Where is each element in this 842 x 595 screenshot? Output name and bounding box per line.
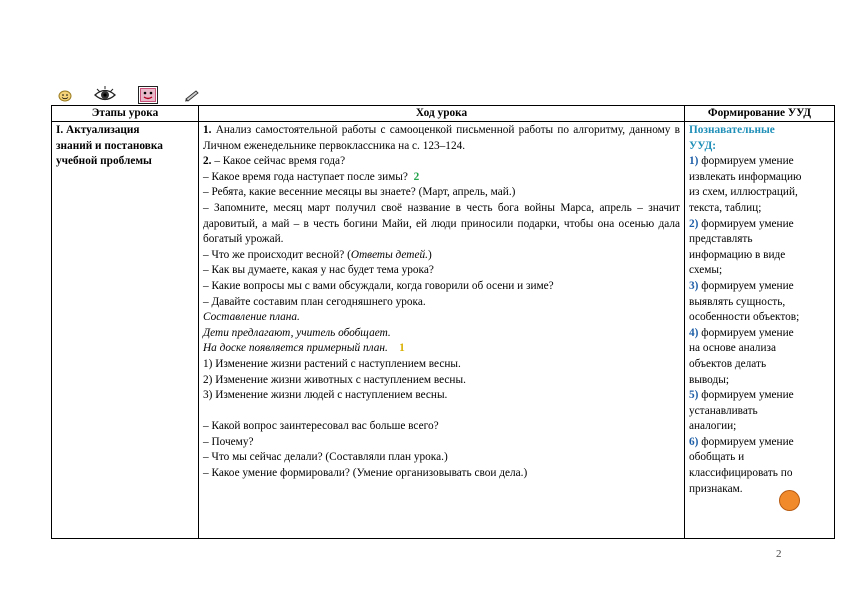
uud-item-line: [689, 232, 830, 248]
uud-item-line: [689, 388, 830, 404]
uud-item-line: [689, 326, 830, 342]
toolbar-icons: [58, 86, 208, 106]
progress-line: [203, 248, 680, 264]
uud-item-line: [689, 170, 830, 186]
header-stages: Этапы урока: [52, 106, 199, 122]
stage-line: знаний и постановка: [56, 139, 163, 152]
uud-item-number: 4): [689, 326, 699, 339]
progress-paragraph-1: [203, 123, 680, 154]
progress-line: – Ребята, какие весенние месяцы вы знаете? (Март, апрель, май.): [203, 186, 516, 199]
uud-item-text: представлять: [689, 233, 753, 246]
header-uud: Формирование УУД: [685, 106, 835, 122]
progress-cell: [199, 122, 685, 539]
uud-item-line: [689, 154, 830, 170]
uud-item-text: из схем, иллюстраций,: [689, 186, 798, 199]
progress-line: – Почему?: [203, 435, 254, 448]
progress-line: [203, 341, 680, 357]
uud-item-text: устанавливать: [689, 404, 758, 417]
blank-line: [203, 404, 680, 420]
uud-item-line: [689, 263, 830, 279]
stage-line: учебной проблемы: [56, 155, 152, 168]
uud-item-line: [689, 217, 830, 233]
uud-item-text: выявлять сущность,: [689, 295, 786, 308]
uud-item-line: [689, 357, 830, 373]
smiley-icon: [58, 90, 72, 102]
instruction-text: На доске появляется примерный план.: [203, 342, 388, 355]
answer-italic: Ответы детей.: [350, 248, 428, 261]
uud-item-text: извлекать информацию: [689, 170, 802, 183]
uud-item-line: [689, 185, 830, 201]
uud-item-text: выводы;: [689, 373, 729, 386]
uud-item-line: [689, 435, 830, 451]
question-text: ): [427, 248, 432, 261]
plan-item: 2) Изменение жизни животных с наступлением весны.: [203, 373, 466, 386]
uud-item-text: формируем умение: [701, 435, 794, 448]
uud-item-number: 1): [689, 155, 699, 168]
face-card-icon: [138, 86, 158, 104]
progress-line: – Какой вопрос заинтересовал вас больше всего?: [203, 420, 439, 433]
stage-cell: [52, 122, 199, 539]
progress-line: [203, 170, 680, 186]
orange-circle-icon: [779, 490, 800, 511]
eye-icon: [94, 86, 116, 104]
uud-item-line: [689, 466, 830, 482]
uud-item-line: [689, 310, 830, 326]
uud-title: Познавательные: [689, 124, 775, 136]
header-progress: Ход урока: [199, 106, 685, 122]
progress-paragraph: – Запомните, месяц март получил своё название в честь бога войны Марса, апрель – значит даровитый, а май – в честь богини Майи, ей люди приносили подарки, чтобы она осенью дала богатый урожай.: [203, 201, 680, 246]
instruction-line: Дети предлагают, учитель обобщает.: [203, 326, 391, 339]
uud-item-line: [689, 295, 830, 311]
uud-item-line: [689, 201, 830, 217]
uud-item-text: информацию в виде: [689, 248, 786, 261]
uud-item-line: [689, 248, 830, 264]
uud-item-line: [689, 450, 830, 466]
progress-line: – Какие вопросы мы с вами обсуждали, когда говорили об осени и зиме?: [203, 279, 554, 292]
uud-item-text: формируем умение: [701, 279, 794, 292]
uud-item-line: [689, 279, 830, 295]
uud-item-text: признакам.: [689, 482, 743, 495]
uud-item-text: формируем умение: [701, 155, 794, 168]
question-text: – Что же происходит весной? (: [203, 248, 351, 261]
step-number: 2.: [203, 155, 212, 168]
question-text: – Какое время года наступает после зимы?: [203, 170, 408, 183]
uud-item-text: на основе анализа: [689, 342, 776, 355]
uud-item-line: [689, 419, 830, 435]
progress-line: [203, 154, 680, 170]
uud-item-text: текста, таблиц;: [689, 201, 762, 214]
uud-item-number: 3): [689, 279, 699, 292]
step-text: – Какое сейчас время года?: [214, 155, 346, 168]
uud-item-number: 6): [689, 435, 699, 448]
step-text: Анализ самостоятельной работы с самооценкой письменной работы по алгоритму, данному в Личном еженедельнике первоклассника на с. 123–124.: [203, 124, 681, 152]
table-row: [52, 122, 835, 539]
uud-item-number: 2): [689, 217, 699, 230]
progress-line: – Что мы сейчас делали? (Составляли план урока.): [203, 451, 448, 464]
uud-item-text: аналогии;: [689, 420, 737, 433]
uud-item-text: классифицировать по: [689, 467, 793, 480]
lesson-table: [51, 105, 835, 539]
uud-cell: [685, 122, 835, 539]
step-number: 1.: [203, 124, 212, 136]
page-number: 2: [776, 548, 782, 560]
uud-item-text: схемы;: [689, 264, 723, 277]
uud-item-line: [689, 341, 830, 357]
uud-item-number: 5): [689, 389, 699, 402]
uud-title: УУД:: [689, 139, 716, 152]
uud-item-text: особенности объектов;: [689, 311, 800, 324]
progress-line: – Давайте составим план сегодняшнего урока.: [203, 295, 426, 308]
marker-yellow: 1: [399, 342, 405, 355]
uud-item-text: формируем умение: [701, 326, 794, 339]
marker-green: 2: [413, 170, 420, 183]
uud-item-text: формируем умение: [701, 217, 794, 230]
progress-line: – Как вы думаете, какая у нас будет тема урока?: [203, 264, 434, 277]
plan-item: 1) Изменение жизни растений с наступлением весны.: [203, 357, 461, 370]
plan-item: 3) Изменение жизни людей с наступлением весны.: [203, 389, 448, 402]
uud-item-text: обобщать и: [689, 451, 745, 464]
pen-icon: [184, 88, 200, 102]
uud-item-text: формируем умение: [701, 389, 794, 402]
uud-item-line: [689, 404, 830, 420]
table-header-row: [52, 106, 835, 122]
instruction-line: Составление плана.: [203, 311, 300, 324]
uud-item-text: объектов делать: [689, 357, 767, 370]
progress-line: – Какое умение формировали? (Умение организовывать свои дела.): [203, 467, 528, 480]
uud-list: [689, 154, 830, 497]
uud-item-line: [689, 373, 830, 389]
uud-item-line: [689, 482, 830, 498]
stage-line: I. Актуализация: [56, 124, 140, 136]
